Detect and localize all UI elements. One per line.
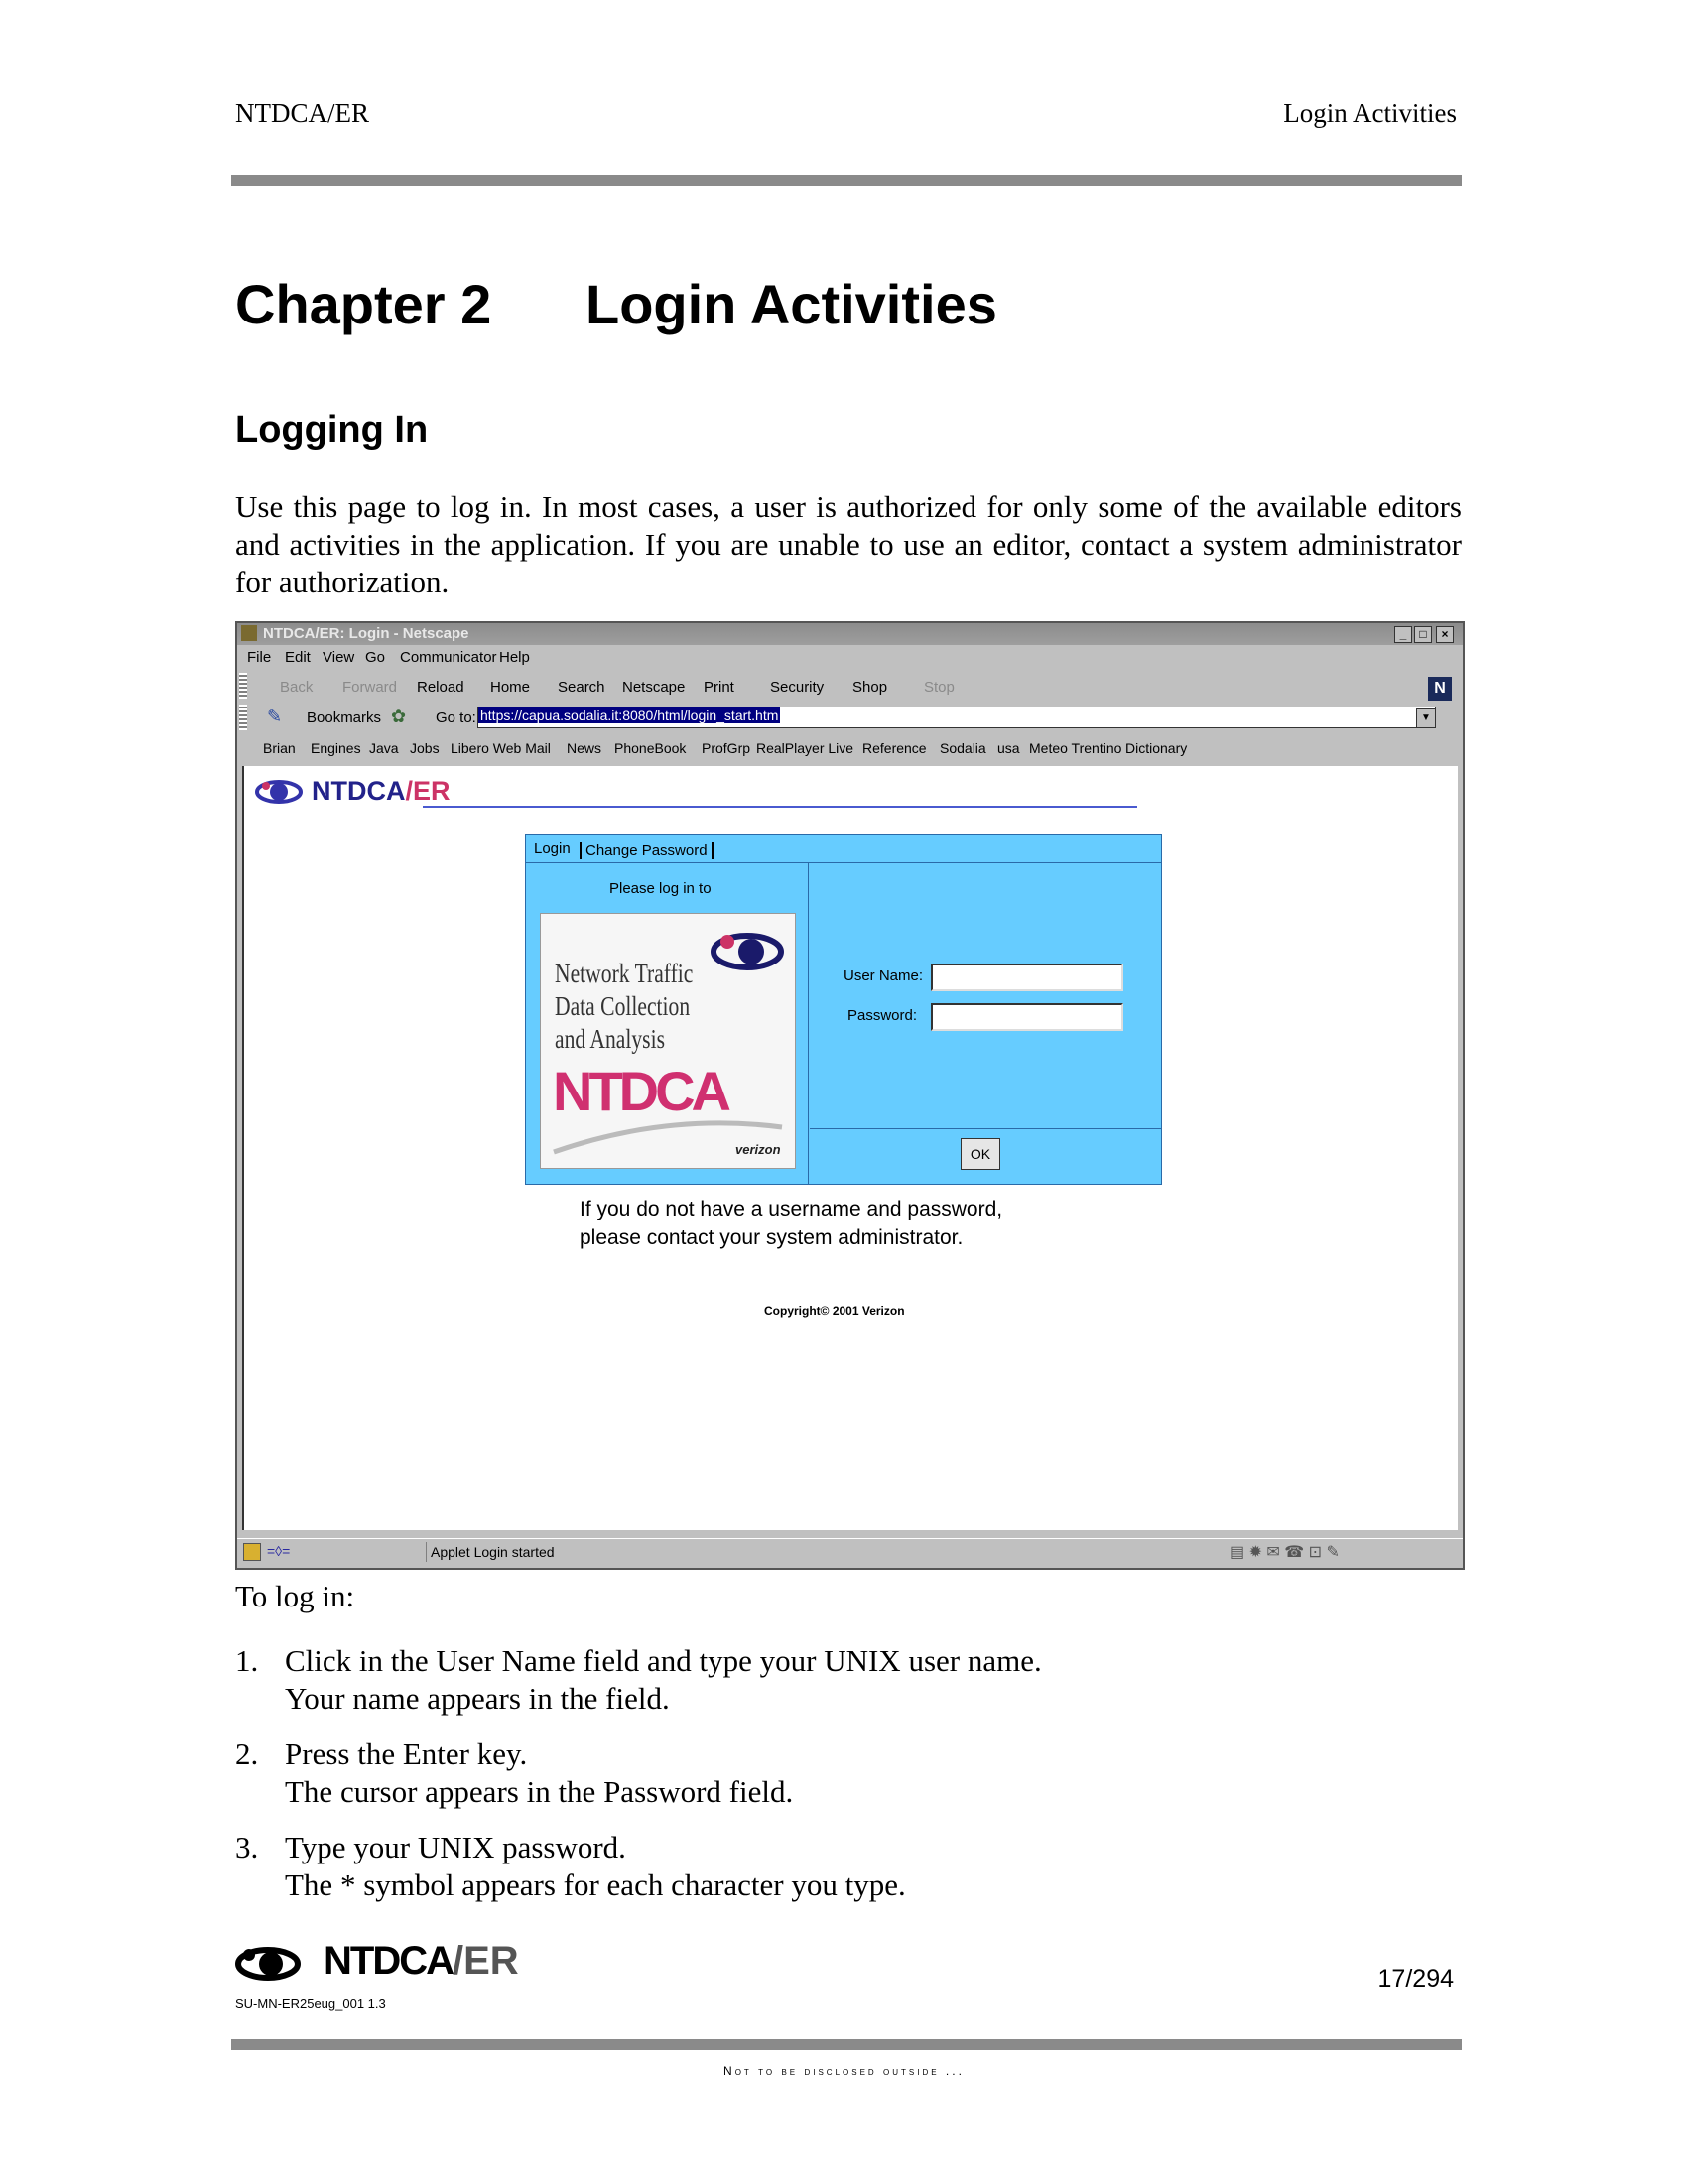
menu-file[interactable]: File bbox=[247, 649, 272, 666]
to-log-in: To log in: bbox=[235, 1579, 355, 1613]
url-text: https://capua.sodalia.it:8080/html/login_start.htm bbox=[480, 707, 779, 723]
menu-view[interactable]: View bbox=[323, 649, 355, 666]
header-right: Login Activities bbox=[1283, 98, 1457, 128]
logo-underline bbox=[423, 806, 1137, 808]
pt-sodalia[interactable]: Sodalia bbox=[940, 740, 986, 756]
please-log-in-text: Please log in to bbox=[609, 880, 712, 897]
header-left: NTDCA/ER bbox=[235, 98, 369, 128]
pt-reference[interactable]: Reference bbox=[862, 740, 927, 756]
step-1-line2: Your name appears in the field. bbox=[285, 1681, 670, 1716]
tab-login[interactable]: Login bbox=[534, 840, 571, 857]
menu-edit[interactable]: Edit bbox=[285, 649, 311, 666]
bookmarks-button[interactable]: Bookmarks bbox=[307, 709, 382, 726]
pt-engines[interactable]: Engines bbox=[311, 740, 361, 756]
status-bar bbox=[237, 1538, 1463, 1567]
site-logo bbox=[312, 776, 451, 807]
location-grip[interactable] bbox=[239, 705, 247, 730]
netscape-logo-icon: N bbox=[1428, 677, 1452, 701]
step-3-number: 3. bbox=[235, 1830, 259, 1864]
stop-button[interactable]: Stop bbox=[924, 679, 955, 696]
step-3-line1: Type your UNIX password. bbox=[285, 1830, 626, 1864]
card-vendor: verizon bbox=[735, 1142, 781, 1157]
intro-paragraph: Use this page to log in. In most cases, a user is authorized for only some of the available editors and activities in the application. If you are unable to use an editor, contact a system administrator for authorization. bbox=[235, 489, 1462, 599]
status-panel bbox=[426, 1542, 1171, 1562]
username-input[interactable] bbox=[931, 964, 1123, 991]
step-1-number: 1. bbox=[235, 1643, 259, 1678]
pt-dictionary[interactable]: Dictionary bbox=[1125, 740, 1188, 756]
ok-button[interactable]: OK bbox=[961, 1138, 1000, 1170]
pt-usa[interactable]: usa bbox=[997, 740, 1020, 756]
globe-logo-icon bbox=[254, 776, 304, 808]
section-title: Logging In bbox=[235, 409, 429, 450]
back-button[interactable]: Back bbox=[280, 679, 314, 696]
header-rule bbox=[231, 175, 1462, 186]
reload-button[interactable]: Reload bbox=[417, 679, 464, 696]
pt-profgrp[interactable]: ProfGrp bbox=[702, 740, 751, 756]
no-account-line1: If you do not have a username and password, bbox=[580, 1198, 1003, 1220]
bookmark-icon[interactable]: ✎ bbox=[267, 707, 283, 726]
netscape-button[interactable]: Netscape bbox=[622, 679, 686, 696]
card-line2: Data Collection bbox=[555, 991, 691, 1021]
menu-help[interactable]: Help bbox=[499, 649, 530, 666]
browser-content bbox=[242, 766, 1458, 1530]
lock-icon[interactable] bbox=[243, 1543, 261, 1561]
step-3-line2: The * symbol appears for each character you type. bbox=[285, 1867, 906, 1902]
card-brand: NTDCA bbox=[553, 1060, 727, 1122]
password-label: Password: bbox=[847, 1007, 918, 1024]
chapter-number: Chapter 2 bbox=[235, 273, 492, 335]
chapter-title: Login Activities bbox=[585, 273, 997, 335]
login-applet bbox=[525, 834, 1162, 1185]
goto-label: Go to: bbox=[436, 709, 476, 726]
status-text: Applet Login started bbox=[431, 1544, 555, 1560]
page-proxy-icon[interactable]: ✿ bbox=[391, 707, 407, 726]
pt-jobs[interactable]: Jobs bbox=[410, 740, 440, 756]
maximize-icon[interactable]: □ bbox=[1414, 626, 1432, 643]
username-label: User Name: bbox=[844, 967, 924, 984]
button-divider bbox=[810, 1128, 1161, 1129]
ntdca-logo-card bbox=[540, 913, 796, 1169]
site-logo-b: /ER bbox=[405, 776, 451, 806]
ntdca-globe-icon bbox=[708, 922, 787, 981]
toolbar-grip[interactable] bbox=[239, 673, 247, 699]
browser-screenshot bbox=[235, 621, 1465, 1570]
security-button[interactable]: Security bbox=[770, 679, 825, 696]
doc-id: SU-MN-ER25eug_001 1.3 bbox=[235, 1996, 386, 2011]
forward-button[interactable]: Forward bbox=[342, 679, 398, 696]
menu-go[interactable]: Go bbox=[365, 649, 386, 666]
window-titlebar bbox=[237, 623, 1463, 645]
minimize-icon[interactable]: _ bbox=[1394, 626, 1412, 643]
applet-divider bbox=[808, 862, 809, 1184]
component-bar-icon[interactable]: ▤ ✹ ✉ ☎ ⊡ ✎ bbox=[1230, 1544, 1340, 1561]
page-number: 17/294 bbox=[1377, 1965, 1454, 1992]
footer-rule bbox=[231, 2039, 1462, 2050]
step-1-line1: Click in the User Name field and type your UNIX user name. bbox=[285, 1643, 1042, 1678]
footer-logo-b: /ER bbox=[452, 1939, 519, 1983]
pt-news[interactable]: News bbox=[567, 740, 602, 756]
step-2-number: 2. bbox=[235, 1736, 259, 1771]
pt-meteo-trentino[interactable]: Meteo Trentino bbox=[1029, 740, 1122, 756]
footer-logo-a: NTDCA bbox=[324, 1939, 453, 1983]
card-line1: Network Traffic bbox=[555, 959, 694, 988]
pt-java[interactable]: Java bbox=[369, 740, 399, 756]
step-2-line2: The cursor appears in the Password field. bbox=[285, 1774, 794, 1809]
pt-phonebook[interactable]: PhoneBook bbox=[614, 740, 687, 756]
search-button[interactable]: Search bbox=[558, 679, 605, 696]
pt-libero-web-mail[interactable]: Libero Web Mail bbox=[451, 740, 551, 756]
footer-logo bbox=[324, 1939, 519, 1984]
copyright-text: Copyright© 2001 Verizon bbox=[764, 1304, 905, 1318]
card-line3: and Analysis bbox=[555, 1024, 665, 1054]
close-icon[interactable]: × bbox=[1436, 626, 1454, 643]
pt-brian[interactable]: Brian bbox=[263, 740, 296, 756]
menu-communicator[interactable]: Communicator bbox=[400, 649, 497, 666]
connection-icon: =◊= bbox=[267, 1543, 291, 1559]
print-button[interactable]: Print bbox=[704, 679, 734, 696]
tab-change-password[interactable]: Change Password bbox=[580, 842, 714, 859]
confidential-notice: Not to be disclosed outside ... bbox=[723, 2064, 965, 2078]
home-button[interactable]: Home bbox=[490, 679, 531, 696]
no-account-line2: please contact your system administrator. bbox=[580, 1226, 964, 1249]
url-dropdown-icon[interactable]: ▼ bbox=[1416, 708, 1436, 728]
site-logo-a: NTDCA bbox=[312, 776, 406, 806]
app-icon bbox=[241, 625, 257, 641]
pt-realplayer-live[interactable]: RealPlayer Live bbox=[756, 740, 854, 756]
window-title: NTDCA/ER: Login - Netscape bbox=[263, 625, 469, 642]
shop-button[interactable]: Shop bbox=[852, 679, 888, 696]
footer-globe-icon bbox=[233, 1941, 303, 1987]
password-input[interactable] bbox=[931, 1003, 1123, 1031]
step-2-line1: Press the Enter key. bbox=[285, 1736, 528, 1771]
url-input[interactable] bbox=[477, 707, 1436, 728]
